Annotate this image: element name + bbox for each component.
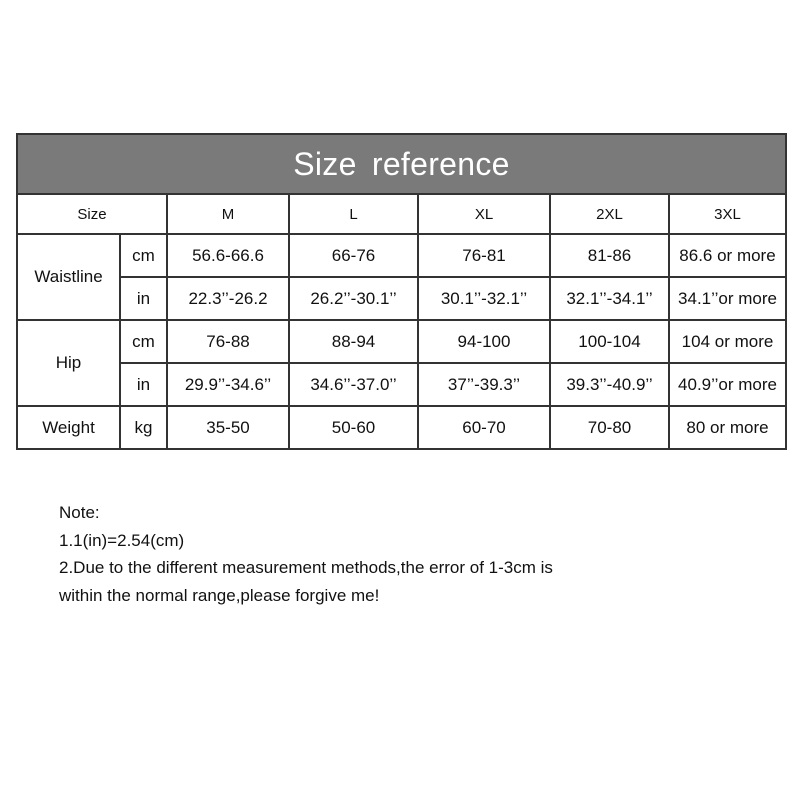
table-cell: 35-50: [167, 406, 289, 449]
table-cell: 88-94: [289, 320, 418, 363]
unit-cm: cm: [120, 234, 167, 277]
table-cell: 50-60: [289, 406, 418, 449]
size-reference-table: [16, 133, 787, 450]
table-row: [17, 277, 786, 320]
table-cell: 76-88: [167, 320, 289, 363]
table-cell: 34.1’’or more: [669, 277, 786, 320]
table-cell: 86.6 or more: [669, 234, 786, 277]
table-cell: 70-80: [550, 406, 669, 449]
unit-in: in: [120, 277, 167, 320]
note-line-1: 1.1(in)=2.54(cm): [59, 530, 185, 550]
table-cell: 37’’-39.3’’: [418, 363, 550, 406]
table-cell: 56.6-66.6: [167, 234, 289, 277]
table-cell: 32.1’’-34.1’’: [550, 277, 669, 320]
size-header-m: M: [167, 194, 289, 234]
size-column-label: Size: [17, 194, 167, 234]
table-cell: 29.9’’-34.6’’: [167, 363, 289, 406]
size-header-3xl: 3XL: [669, 194, 786, 234]
unit-in: in: [120, 363, 167, 406]
size-header-row: [17, 194, 786, 234]
table-row: [17, 320, 786, 363]
weight-label: Weight: [17, 406, 120, 449]
table-cell: 66-76: [289, 234, 418, 277]
table-cell: 40.9’’or more: [669, 363, 786, 406]
note-line-3: within the normal range,please forgive me!: [59, 585, 380, 605]
unit-cm: cm: [120, 320, 167, 363]
table-cell: 26.2’’-30.1’’: [289, 277, 418, 320]
table-cell: 94-100: [418, 320, 550, 363]
table-cell: 100-104: [550, 320, 669, 363]
hip-label: Hip: [17, 320, 120, 406]
table-row: [17, 234, 786, 277]
table-cell: 30.1’’-32.1’’: [418, 277, 550, 320]
table-title: Size reference: [17, 134, 786, 194]
notes-heading: Note:: [59, 503, 100, 522]
table-cell: 104 or more: [669, 320, 786, 363]
table-cell: 76-81: [418, 234, 550, 277]
table-cell: 81-86: [550, 234, 669, 277]
table-cell: 60-70: [418, 406, 550, 449]
waistline-label: Waistline: [17, 234, 120, 320]
table-row: [17, 363, 786, 406]
table-cell: 22.3’’-26.2: [167, 277, 289, 320]
unit-kg: kg: [120, 406, 167, 449]
note-line-2: 2.Due to the different measurement methods,the error of 1-3cm is: [59, 558, 553, 577]
notes-section: [59, 499, 759, 609]
table-row: [17, 406, 786, 449]
size-header-xl: XL: [418, 194, 550, 234]
table-cell: 34.6’’-37.0’’: [289, 363, 418, 406]
table-cell: 39.3’’-40.9’’: [550, 363, 669, 406]
size-header-l: L: [289, 194, 418, 234]
size-header-2xl: 2XL: [550, 194, 669, 234]
table-cell: 80 or more: [669, 406, 786, 449]
